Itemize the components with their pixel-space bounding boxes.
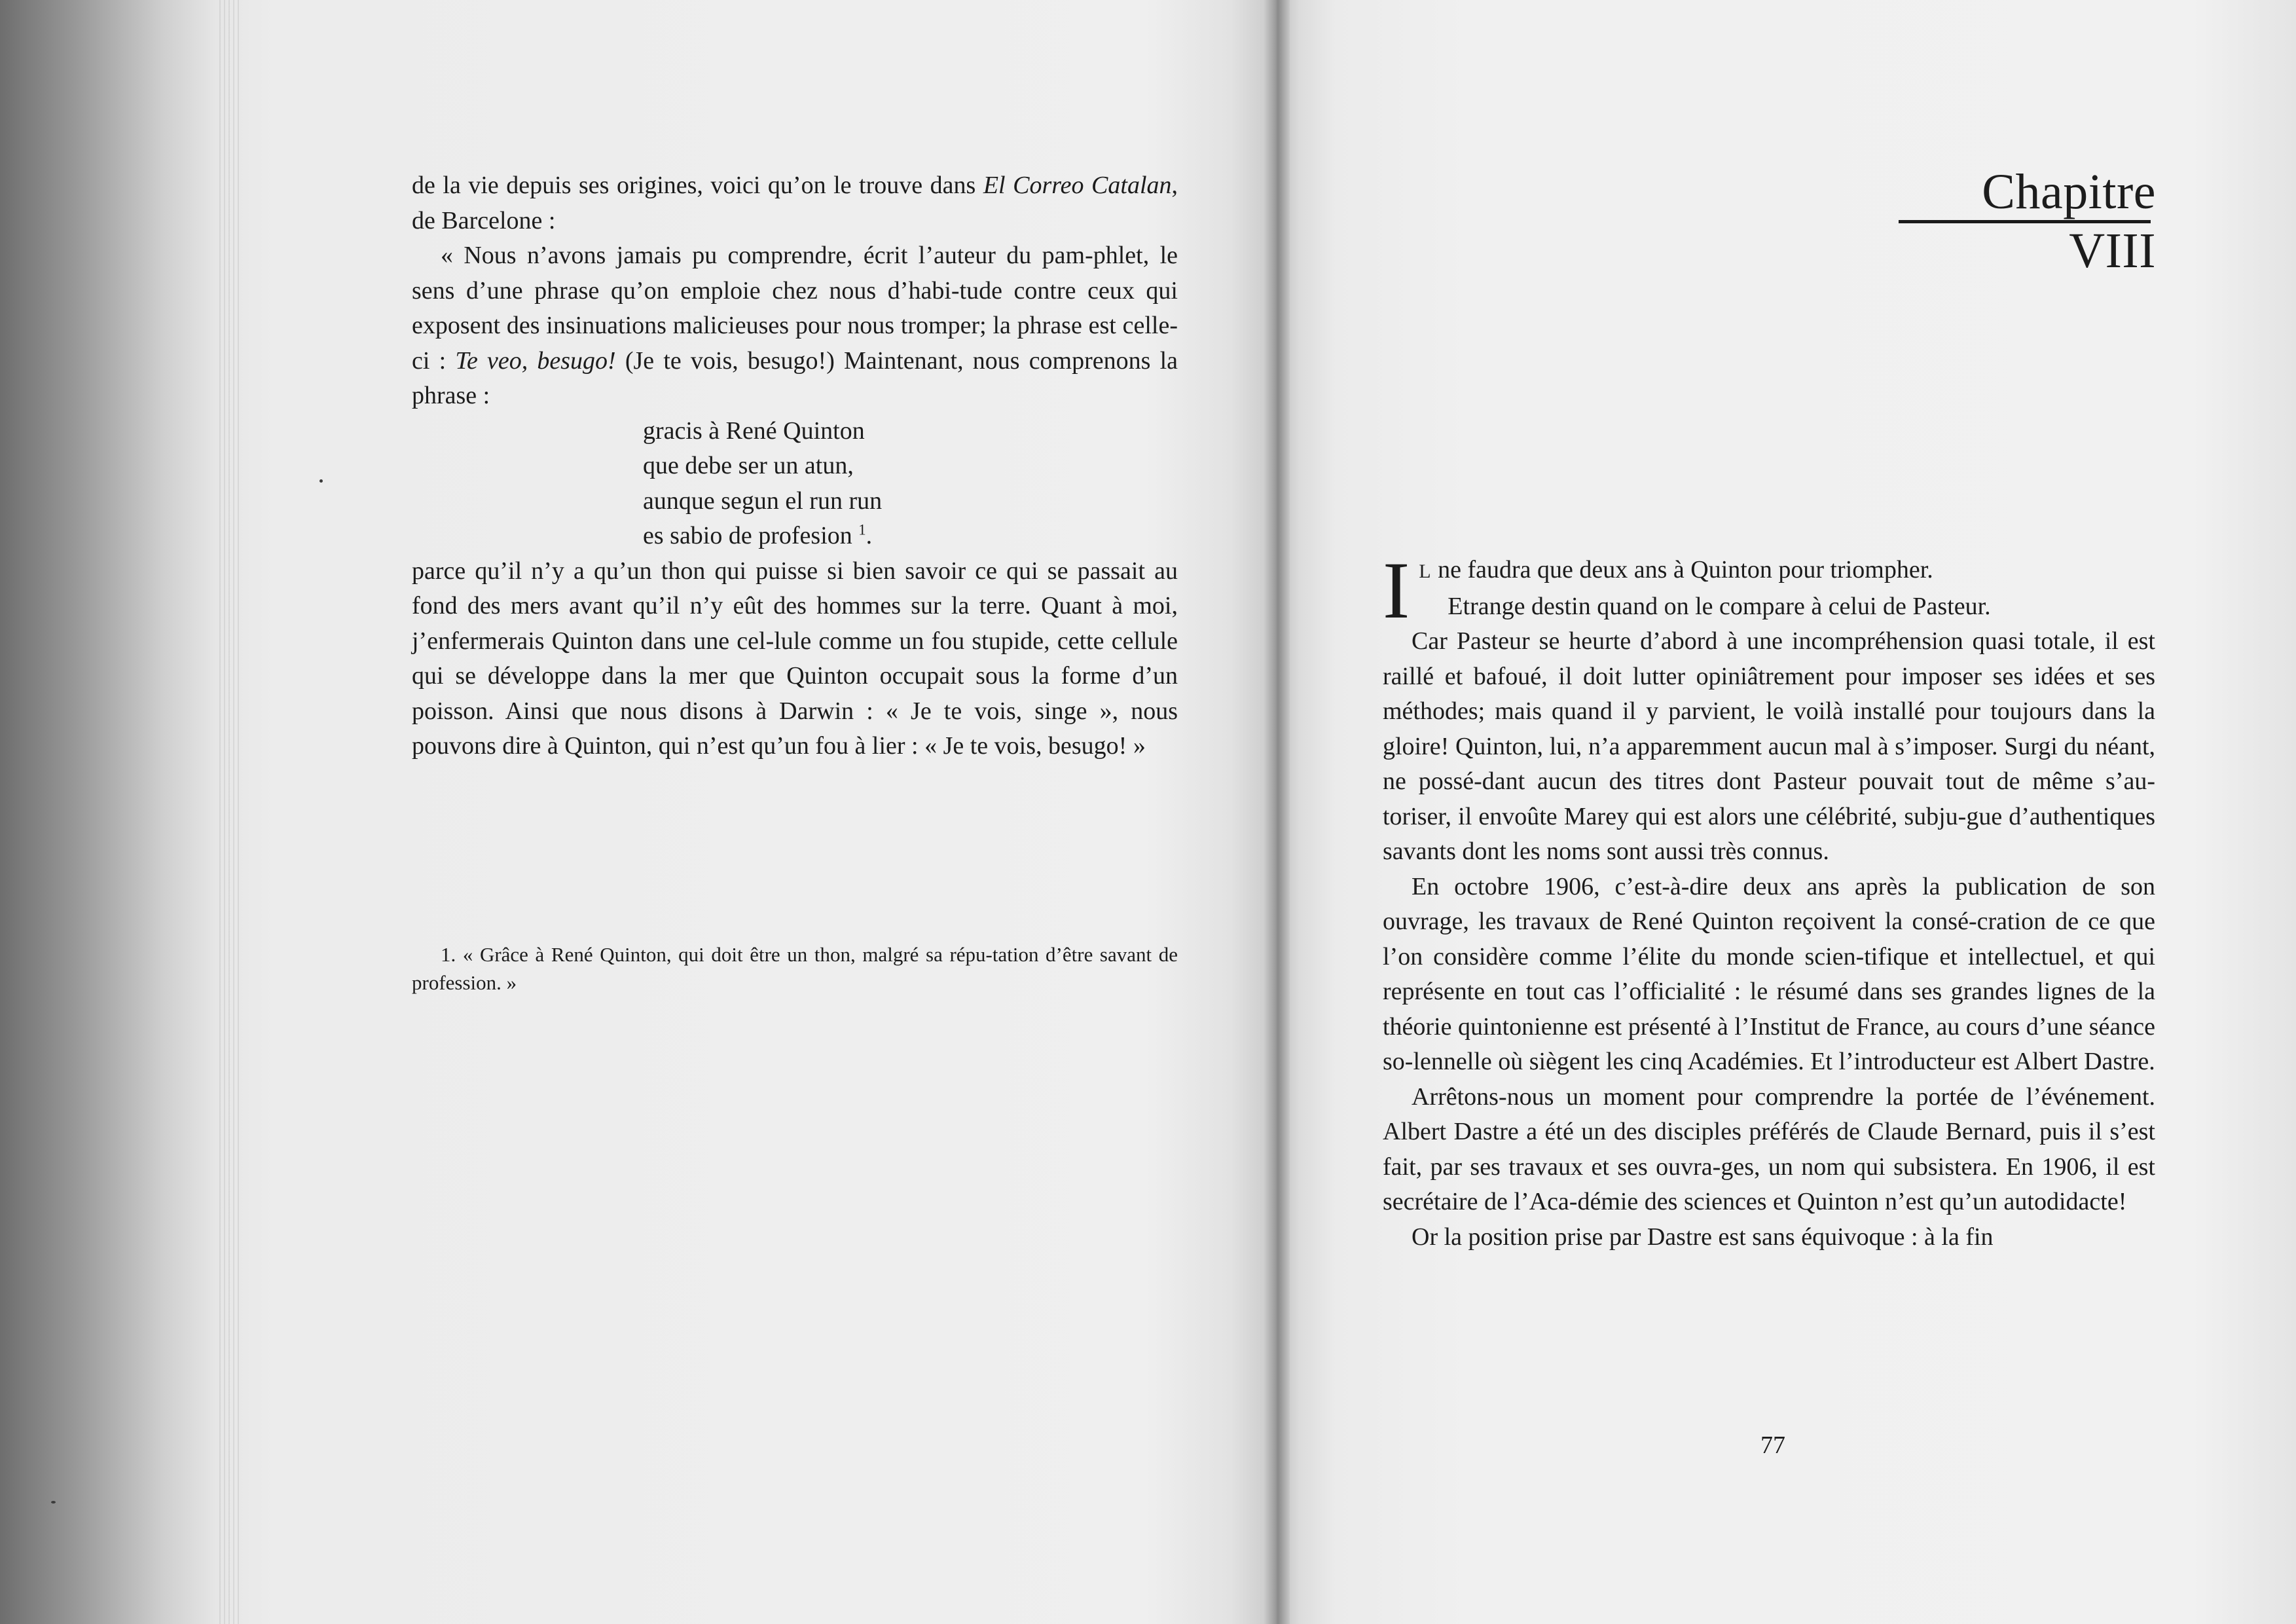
italic-text: El Correo Catalan bbox=[983, 172, 1172, 199]
verse-line: aunque segun el run run bbox=[643, 487, 883, 515]
chapter-title: Chapitre VIII bbox=[1982, 164, 2156, 278]
verse-line: que debe ser un atun, bbox=[643, 452, 854, 479]
verse-line bbox=[643, 519, 1178, 554]
text-run: , de Barcelone : bbox=[412, 172, 1178, 234]
footnote-mark: 1 bbox=[858, 521, 866, 538]
text-run: « Nous n’avons jamais pu comprendre, écrit l’auteur du pam-phlet, le sens d’une phrase qu’on emploie chez nous d’habi-tude contre ceux qui exposent des insinuations malicieuses pour nous tromper; la phrase est celle-ci : bbox=[412, 242, 1178, 375]
quoted-verse bbox=[412, 414, 1178, 554]
footnote-text: 1. « Grâce à René Quinton, qui doit être un thon, malgré sa répu-tation d’être savant de profession. » bbox=[412, 943, 1178, 994]
paragraph: Arrêtons-nous un moment pour comprendre la portée de l’événement. Albert Dastre a été un des disciples préférés de Claude Bernard, puis il s’est fait, par ses travaux et ses ouvra-ges, un nom qui subsistera. En 1906, il est secrétaire de l’Aca-démie des sciences et Quinton n’est qu’un autodidacte! bbox=[1383, 1082, 2155, 1215]
text-run: de la vie depuis ses origines, voici qu’on le trouve dans bbox=[412, 172, 983, 199]
paragraph: Or la position prise par Dastre est sans équivoque : à la fin bbox=[1412, 1223, 1994, 1251]
left-page-body bbox=[412, 168, 1178, 764]
paragraph: Car Pasteur se heurte d’abord à une incompréhension quasi totale, il est raillé et bafoué, il doit lutter opiniâtrement pour imposer ses idées et ses méthodes; mais quand il y parvient, le voilà installé pour toujours dans la gloire! Quinton, lui, n’a apparemment aucun mal à s’imposer. Surgi du néant, ne possé-dant aucun des titres dont Pasteur pouvait tout de même s’au-toriser, il envoûte Marey qui est alors une célébrité, subju-gue d’authentiques savants dont les noms sont aussi très connus. bbox=[1383, 627, 2155, 865]
right-page-body bbox=[1383, 545, 2155, 1255]
paragraph: parce qu’il n’y a qu’un thon qui puisse si bien savoir ce qui se passait au fond des mers avant qu’il n’y eût des hommes sur la terre. Quant à moi, j’enfermerais Quinton dans une cel-lule comme un fou stupide, cette cellule qui se développe dans la mer que Quinton occupait sous la forme d’un poisson. Ainsi que nous disons à Darwin : « Je te vois, singe », nous pouvons dire à Quinton, qui n’est qu’un fou à lier : « Je te vois, besugo! » bbox=[412, 557, 1178, 760]
paragraph bbox=[412, 238, 1178, 414]
page-number: 77 bbox=[1760, 1431, 1785, 1459]
paper-speck bbox=[319, 479, 323, 483]
verse-line-text: es sabio de profesion bbox=[643, 522, 852, 549]
small-cap: L bbox=[1419, 561, 1432, 582]
drop-cap: I bbox=[1383, 545, 1410, 635]
text-run: (Je te vois, besugo!) Maintenant, nous comprenons la phrase : bbox=[412, 346, 1178, 409]
paragraph bbox=[412, 168, 1178, 238]
paper-speck bbox=[51, 1501, 56, 1504]
page-edges bbox=[219, 0, 239, 1624]
verse-line: gracis à René Quinton bbox=[643, 416, 865, 445]
footnote bbox=[412, 940, 1178, 997]
paragraph: Etrange destin quand on le compare à celui de Pasteur. bbox=[1448, 592, 1991, 620]
italic-text: Te veo, besugo! bbox=[455, 346, 616, 375]
paragraph: En octobre 1906, c’est-à-dire deux ans après la publication de son ouvrage, les travaux de René Quinton reçoivent la consé-cration de ce que l’on considère comme l’élite du monde scien-tifique et intellectuel, et qui représente en tout cas l’officialité : le résumé dans ses grandes lignes de la théorie quintonienne est présenté à l’Institut de France, au cours d’une séance so-lennelle où siègent les cinq Académies. Et l’introducteur est Albert Dastre. bbox=[1383, 872, 2155, 1075]
verse-end-punct: . bbox=[866, 522, 873, 549]
chapter-underline bbox=[1899, 220, 2151, 223]
opening-line: ne faudra que deux ans à Quinton pour triompher. bbox=[1431, 556, 1933, 583]
book-gutter bbox=[1264, 0, 1290, 1624]
